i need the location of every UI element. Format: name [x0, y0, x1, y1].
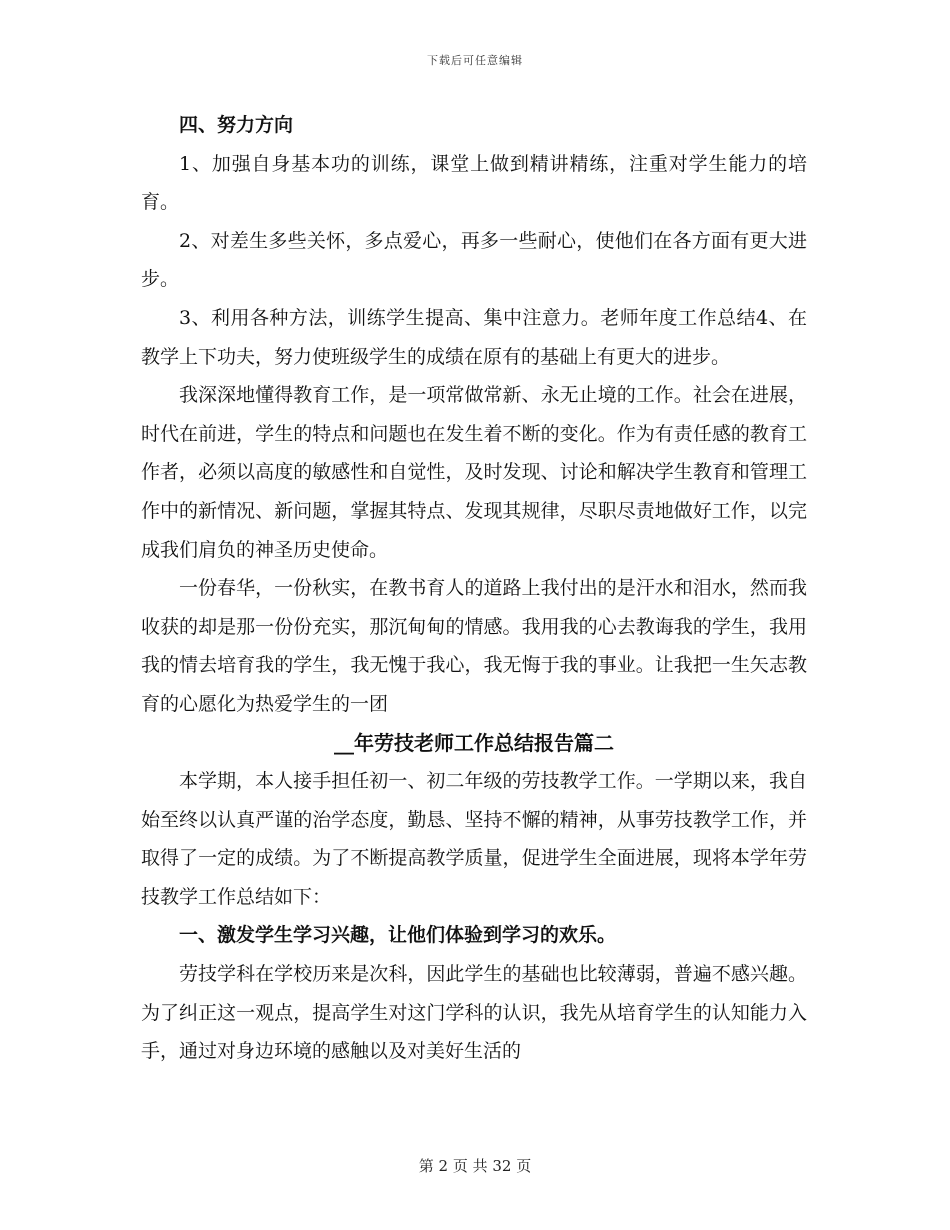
paragraph: 2、对差生多些关怀，多点爱心，再多一些耐心，使他们在各方面有更大进步。 [141, 229, 807, 291]
section-heading: 一、激发学生学习兴趣，让他们体验到学习的欢乐。 [179, 924, 617, 947]
page-header: 下载后可任意编辑 [427, 54, 523, 67]
article-title: __年劳技老师工作总结报告篇二 [334, 730, 614, 755]
paragraph: 我深深地懂得教育工作，是一项常做常新、永无止境的工作。社会在进展，时代在前进，学生的特点和问题也在发生着不断的变化。作为有责任感的教育工作者，必须以高度的敏感性和自觉性，及时发现、讨论和解决学生教育和管理工作中的新情况、新问题，掌握其特点、发现其规律，尽职尽责地做好工作，以完成我们肩负的神圣历史使命。 [141, 384, 807, 561]
document-body [141, 106, 807, 1071]
paragraph: 一份春华，一份秋实，在教书育人的道路上我付出的是汗水和泪水，然而我收获的却是那一份份充实，那沉甸甸的情感。我用我的心去教诲我的学生，我用我的情去培育我的学生，我无愧于我心，我无悔于我的事业。让我把一生矢志教育的心愿化为热爱学生的一团 [141, 577, 807, 715]
paragraph: 本学期，本人接手担任初一、初二年级的劳技教学工作。一学期以来，我自始至终以认真严谨的治学态度，勤恳、坚持不懈的精神，从事劳技教学工作，并取得了一定的成绩。为了不断提高教学质量，促进学生全面进展，现将本学年劳技教学工作总结如下： [141, 770, 807, 908]
page-footer: 第 2 页 共 32 页 [418, 1157, 532, 1175]
paragraph: 劳技学科在学校历来是次科，因此学生的基础也比较薄弱，普遍不感兴趣。为了纠正这一观点，提高学生对这门学科的认识，我先从培育学生的认知能力入手，通过对身边环境的感触以及对美好生活的 [141, 963, 807, 1063]
paragraph: 1、加强自身基本功的训练，课堂上做到精讲精练，注重对学生能力的培育。 [141, 152, 807, 214]
paragraph: 3、利用各种方法，训练学生提高、集中注意力。老师年度工作总结4、在教学上下功夫，努力使班级学生的成绩在原有的基础上有更大的进步。 [141, 306, 807, 368]
section-heading: 四、努力方向 [179, 114, 294, 136]
